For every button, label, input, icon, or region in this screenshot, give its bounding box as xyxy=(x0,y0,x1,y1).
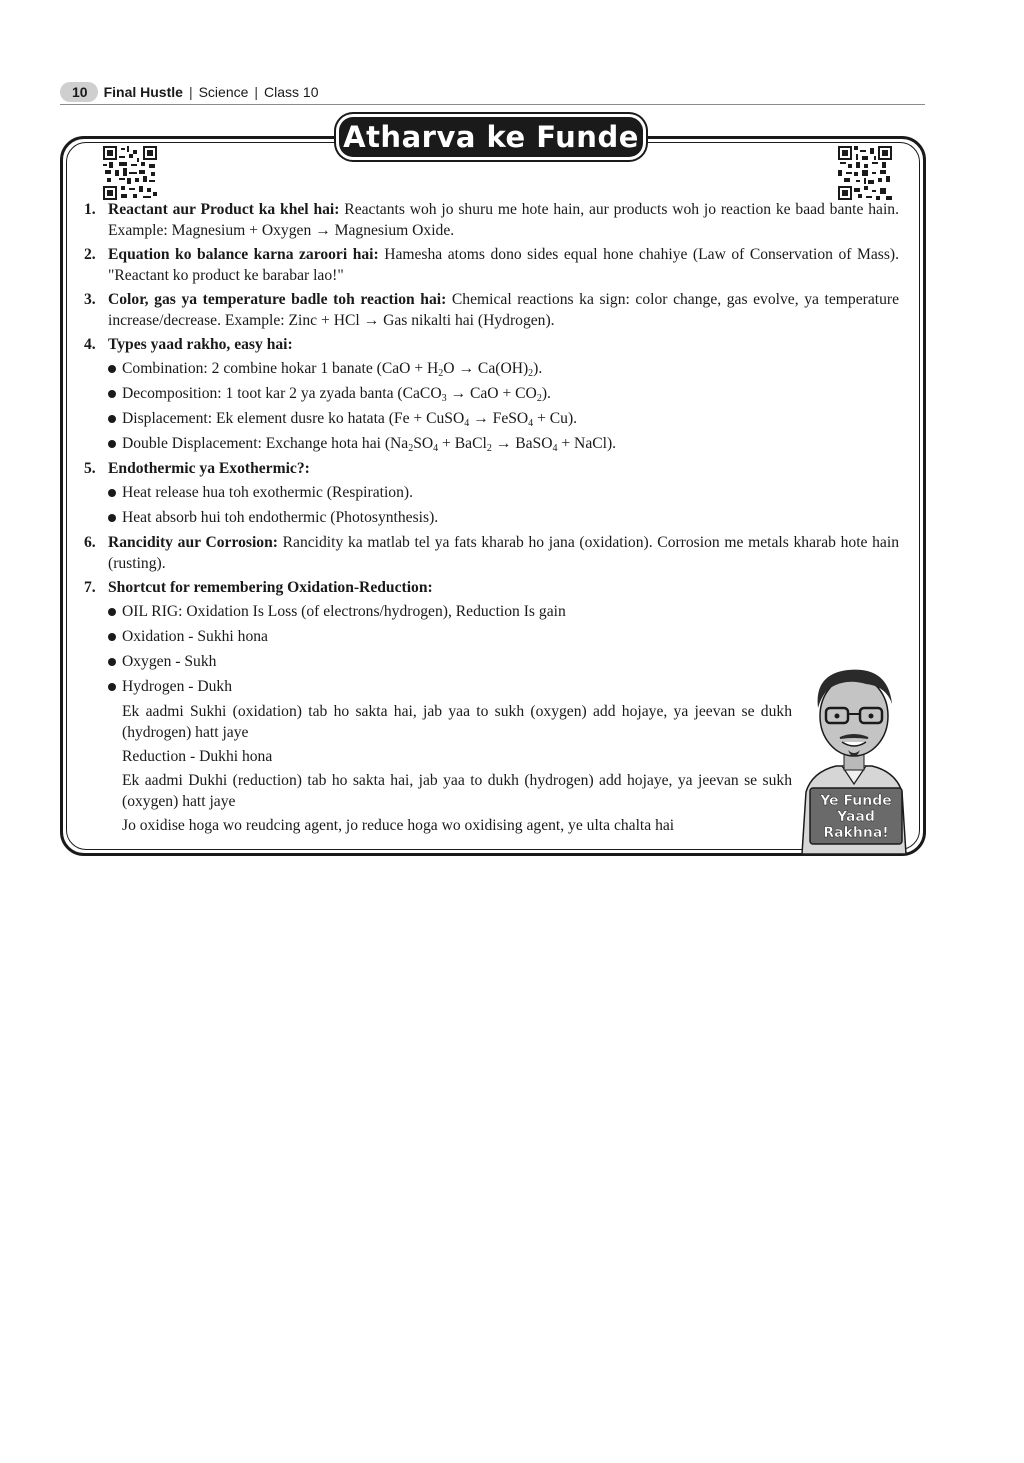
funde-list xyxy=(84,199,899,839)
formula-text: SO xyxy=(413,435,434,452)
list-item xyxy=(84,577,899,598)
item-heading: Color, gas ya temperature badle toh reaction hai: xyxy=(108,291,447,308)
bullet-item: Oxidation - Sukhi hona xyxy=(108,626,899,647)
item-number: 4. xyxy=(84,336,96,353)
formula-text: → FeSO xyxy=(469,410,529,427)
item-heading: Rancidity aur Corrosion: xyxy=(108,534,278,551)
subscript: 4 xyxy=(552,443,558,454)
formula-text: + BaCl xyxy=(438,435,487,452)
list-item xyxy=(84,289,899,331)
subscript: 2 xyxy=(486,443,492,454)
explanation-paragraph: Ek aadmi Dukhi (reduction) tab ho sakta hai, jab yaa to dukh (hydrogen) add hojaye, ya jeevan se sukh (oxygen) hatt jaye xyxy=(122,772,792,810)
subscript: 2 xyxy=(408,443,414,454)
formula-text: + NaCl). xyxy=(557,435,617,452)
item-heading: Equation ko balance karna zaroori hai: xyxy=(108,246,379,263)
subscript: 2 xyxy=(528,368,534,379)
qr-code-icon[interactable] xyxy=(103,146,157,200)
item-heading: Reactant aur Product ka khel hai: xyxy=(108,201,340,218)
item-text: Hamesha atoms dono sides equal hone chahiye (Law of Conservation of Mass). "Reactant ko product ke barabar lao!" xyxy=(108,246,899,284)
item-number: 6. xyxy=(84,534,96,551)
item-text: Reactants woh jo shuru me hote hain, aur products woh jo reaction ke baad bante hain. Example: Magnesium + Oxygen → Magnesium Oxide. xyxy=(108,201,900,239)
bullet-item: Hydrogen - Dukh xyxy=(108,676,899,697)
item-heading: Shortcut for remembering Oxidation-Reduction: xyxy=(108,579,433,596)
item-number: 1. xyxy=(84,201,96,218)
item-number: 3. xyxy=(84,291,96,308)
book-title: Final Hustle xyxy=(103,84,183,100)
formula-text: + Cu). xyxy=(533,410,578,427)
subscript: 4 xyxy=(528,418,534,429)
mascot-sign-text: Ye Funde xyxy=(820,793,892,809)
formula-text: ). xyxy=(541,385,551,402)
list-item xyxy=(84,244,899,286)
header-separator: | xyxy=(254,84,259,100)
page-number: 10 xyxy=(60,82,98,102)
formula-text: Double Displacement: Exchange hota hai (Na xyxy=(122,435,409,452)
formula-text: Combination: 2 combine hokar 1 banate (CaO + H xyxy=(122,360,439,377)
formula-text: → CaO + CO xyxy=(446,385,537,402)
formula-text: ). xyxy=(533,360,543,377)
mascot-sign-text: Yaad xyxy=(837,809,875,825)
item-text: Chemical reactions ka sign: color change, gas evolve, ya temperature increase/decrease. Example: Zinc + HCl → Gas nikalti hai (Hydrogen). xyxy=(108,291,899,329)
bullet-item xyxy=(108,358,899,379)
bullet-item xyxy=(108,433,899,454)
list-item xyxy=(84,532,899,574)
explanation-paragraph: Reduction - Dukhi hona xyxy=(122,748,273,765)
list-item xyxy=(84,458,899,479)
subscript: 3 xyxy=(441,393,447,404)
bullet-item: OIL RIG: Oxidation Is Loss (of electrons/hydrogen), Reduction Is gain xyxy=(108,601,899,622)
formula-text: O → Ca(OH) xyxy=(443,360,529,377)
running-header xyxy=(60,80,925,105)
qr-code-icon[interactable] xyxy=(838,146,892,200)
list-item xyxy=(84,199,899,241)
item-number: 5. xyxy=(84,460,96,477)
list-item xyxy=(84,334,899,355)
explanation-paragraph: Ek aadmi Sukhi (oxidation) tab ho sakta hai, jab yaa to sukh (oxygen) add hojaye, ya jeevan se dukh (hydrogen) hatt jaye xyxy=(122,703,792,741)
subscript: 2 xyxy=(536,393,542,404)
header-separator: | xyxy=(188,84,193,100)
class-label: Class 10 xyxy=(264,84,319,100)
formula-text: Decomposition: 1 toot kar 2 ya zyada banta (CaCO xyxy=(122,385,442,402)
explanation-paragraph: Jo oxidise hoga wo reudcing agent, jo reduce hoga wo oxidising agent, ye ulta chalta hai xyxy=(122,817,675,834)
subject-label: Science xyxy=(198,84,249,100)
bullet-item xyxy=(108,408,899,429)
bullet-item: Heat release hua toh exothermic (Respiration). xyxy=(108,482,899,503)
item-text: Rancidity ka matlab tel ya fats kharab ho jana (oxidation). Corrosion me metals kharab hote hain (rusting). xyxy=(108,534,899,572)
item-heading: Endothermic ya Exothermic?: xyxy=(108,460,310,477)
bullet-item: Oxygen - Sukh xyxy=(108,651,899,672)
item-number: 2. xyxy=(84,246,96,263)
bullet-item: Heat absorb hui toh endothermic (Photosynthesis). xyxy=(108,507,899,528)
subscript: 4 xyxy=(433,443,439,454)
item-number: 7. xyxy=(84,579,96,596)
formula-text: Displacement: Ek element dusre ko hatata (Fe + CuSO xyxy=(122,410,465,427)
mascot-illustration xyxy=(796,664,912,854)
subscript: 4 xyxy=(464,418,470,429)
subscript: 2 xyxy=(438,368,444,379)
item-heading: Types yaad rakho, easy hai: xyxy=(108,336,293,353)
formula-text: → BaSO xyxy=(491,435,553,452)
mascot-sign-text: Rakhna! xyxy=(823,825,889,841)
box-title: Atharva ke Funde xyxy=(339,117,643,157)
bullet-item xyxy=(108,383,899,404)
